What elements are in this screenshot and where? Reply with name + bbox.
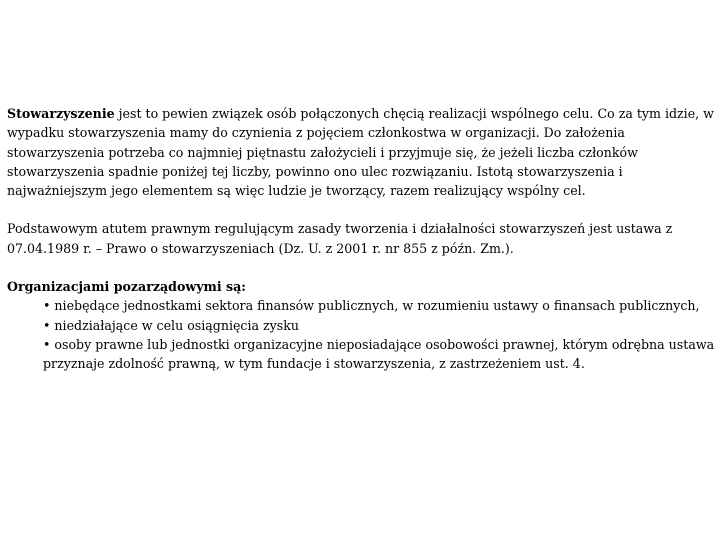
list-item: • niebędące jednostkami sektora finansów publicznych, w rozumieniu ustawy o finansach publicznych, [43,298,700,314]
paragraph-stowarzyszenie [7,104,715,200]
list-item: • osoby prawne lub jednostki organizacyjne nieposiadające osobowości prawnej, którym odrębna ustawa przyznaje zdolność prawną, w tym fundacje i stowarzyszenia, z zastrzeżeniem ust. 4. [43,336,715,372]
paragraph-stowarzyszenie-text: jest to pewien związek osób połączonych chęcią realizacji wspólnego celu. Co za tym idzie, w wypadku stowarzyszenia mamy do czynienia z pojęciem członkostwa w organizacji. Do założenia stowarzyszenia potrzeba co najmniej piętnastu założycieli i przyjmuje się, że jeżeli liczba członków stowarzyszenia spadnie poniżej tej liczby, powinno ono ulec rozwiązaniu. Istotą stowarzyszenia i najważniejszym jego elementem są więc ludzie je tworzący, razem realizujący wspólny cel. [7,106,714,199]
list-item: • niedziałające w celu osiągnięcia zysku [43,317,299,333]
term-stowarzyszenie: Stowarzyszenie [7,106,115,121]
paragraph-legal-basis: Podstawowym atutem prawnym regulującym zasady tworzenia i działalności stowarzyszeń jest ustawa z 07.04.1989 r. – Prawo o stowarzyszeniach (Dz. U. z 2001 r. nr 855 z późn. Zm.). [7,221,673,256]
document-body [7,104,715,374]
ngo-criteria-list [7,296,715,373]
ngo-heading: Organizacjami pozarządowymi są: [7,279,246,295]
